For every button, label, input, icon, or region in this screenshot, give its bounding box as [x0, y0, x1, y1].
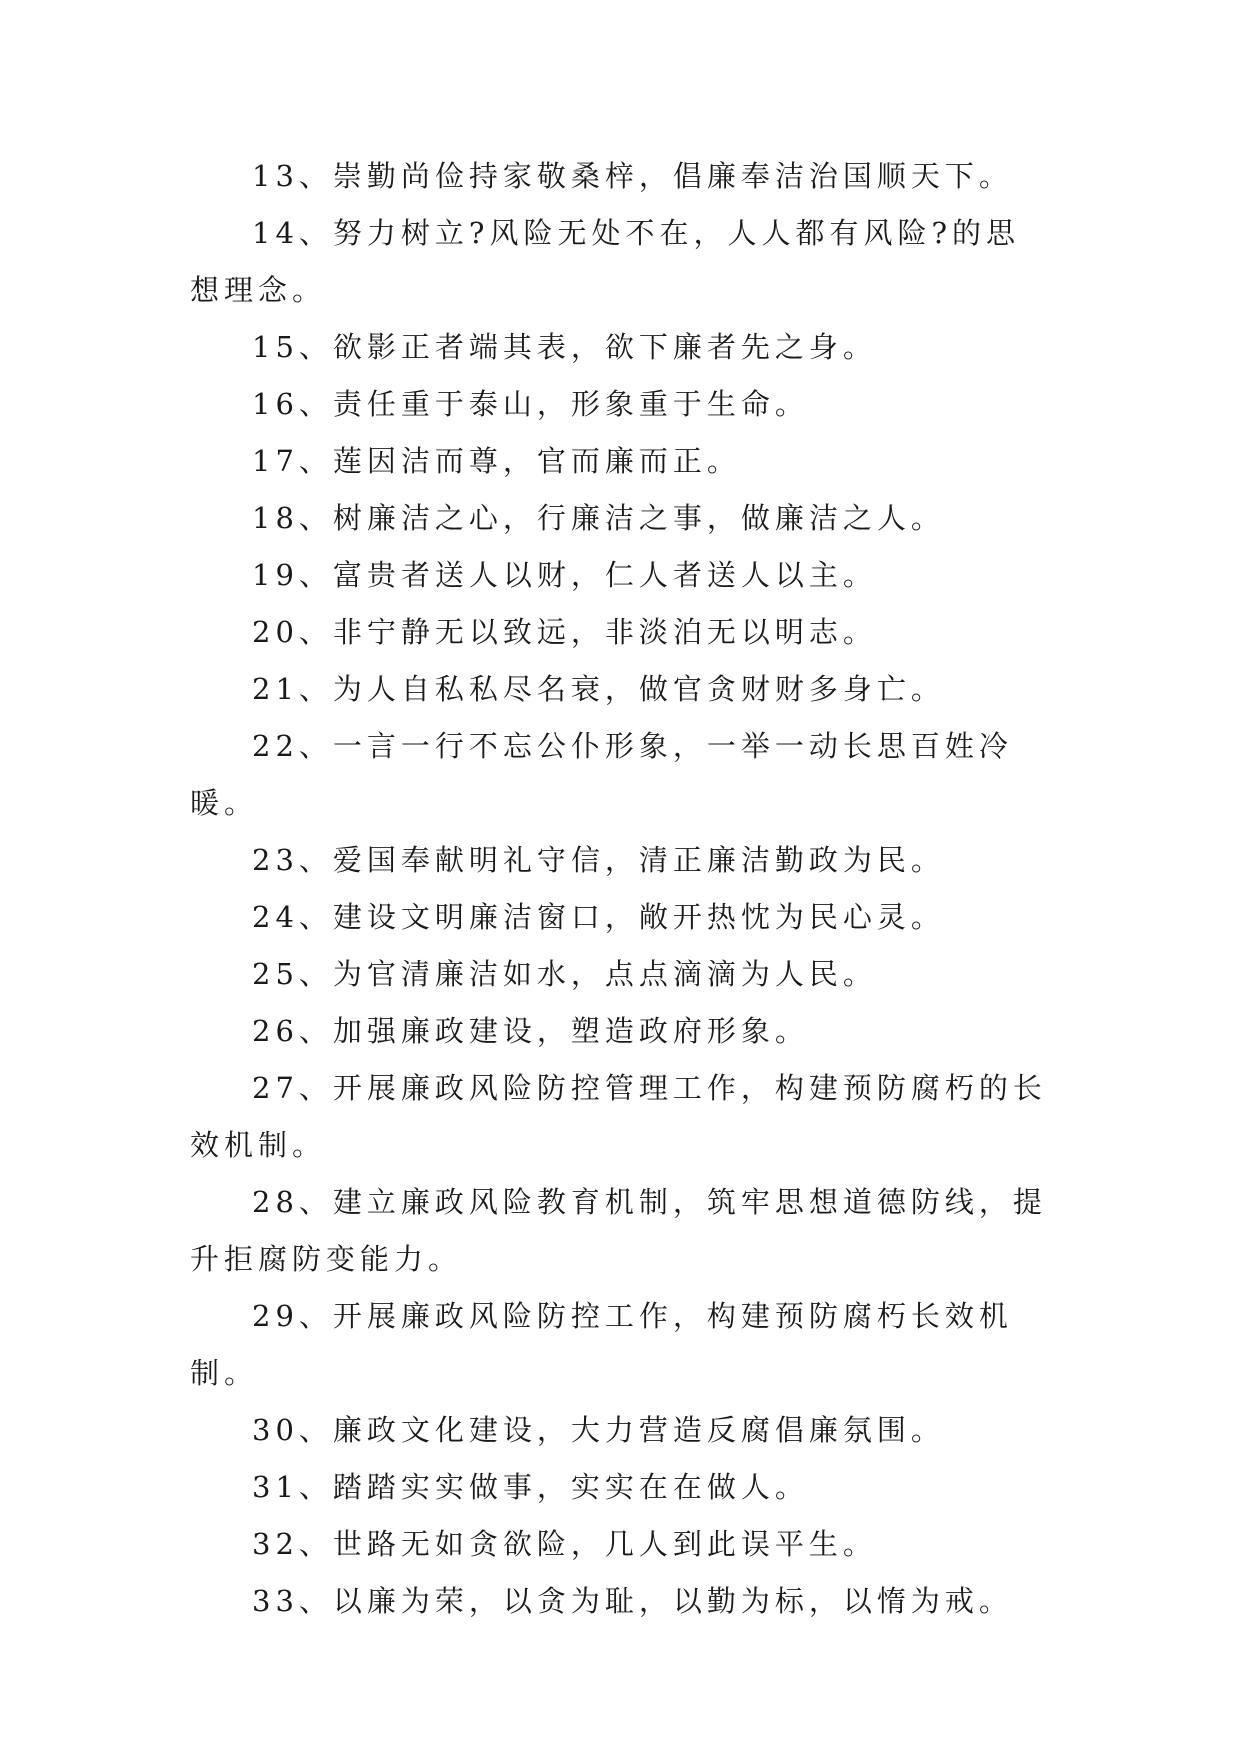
- paragraph-25: 25、为官清廉洁如水，点点滴滴为人民。: [252, 957, 877, 991]
- paragraph-29: 29、开展廉政风险防控工作，构建预防腐朽长效机制。: [190, 1299, 1013, 1390]
- paragraph-17: 17、莲因洁而尊，官而廉而正。: [252, 444, 741, 478]
- document-body: [190, 148, 1050, 1630]
- paragraph-24: 24、建设文明廉洁窗口，敞开热忱为民心灵。: [252, 900, 945, 934]
- paragraph-18: 18、树廉洁之心，行廉洁之事，做廉洁之人。: [252, 501, 945, 535]
- paragraph-19: 19、富贵者送人以财，仁人者送人以主。: [252, 558, 877, 592]
- paragraph-33: 33、以廉为荣，以贪为耻，以勤为标，以惰为戒。: [252, 1584, 1013, 1618]
- paragraph-14: 14、努力树立?风险无处不在，人人都有风险?的思想理念。: [190, 216, 1020, 307]
- paragraph-32: 32、世路无如贪欲险，几人到此误平生。: [252, 1527, 877, 1561]
- paragraph-27: 27、开展廉政风险防控管理工作，构建预防腐朽的长效机制。: [190, 1071, 1047, 1162]
- paragraph-30: 30、廉政文化建设，大力营造反腐倡廉氛围。: [252, 1413, 945, 1447]
- paragraph-13: 13、崇勤尚俭持家敬桑梓，倡廉奉洁治国顺天下。: [252, 159, 1013, 193]
- paragraph-15: 15、欲影正者端其表，欲下廉者先之身。: [252, 330, 877, 364]
- paragraph-20: 20、非宁静无以致远，非淡泊无以明志。: [252, 615, 877, 649]
- paragraph-16: 16、责任重于泰山，形象重于生命。: [252, 387, 809, 421]
- paragraph-26: 26、加强廉政建设，塑造政府形象。: [252, 1014, 809, 1048]
- paragraph-22: 22、一言一行不忘公仆形象，一举一动长思百姓冷暖。: [190, 729, 1013, 820]
- paragraph-31: 31、踏踏实实做事，实实在在做人。: [252, 1470, 809, 1504]
- paragraph-28: 28、建立廉政风险教育机制，筑牢思想道德防线，提升拒腐防变能力。: [190, 1185, 1047, 1276]
- paragraph-21: 21、为人自私私尽名衰，做官贪财财多身亡。: [252, 672, 945, 706]
- paragraph-23: 23、爱国奉献明礼守信，清正廉洁勤政为民。: [252, 843, 945, 877]
